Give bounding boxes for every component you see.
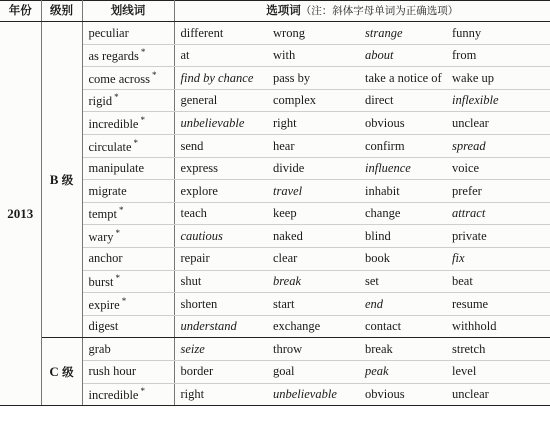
- underlined-word-cell: [82, 180, 174, 203]
- header-row: [0, 1, 550, 22]
- table-row: [0, 112, 550, 135]
- option-cell: shut: [174, 270, 267, 293]
- option-cell: repair: [174, 247, 267, 270]
- option-cell: divide: [267, 157, 359, 180]
- underlined-word: manipulate: [88, 161, 145, 176]
- option-cell: shorten: [174, 293, 267, 316]
- option-cell-correct: spread: [446, 134, 550, 157]
- underlined-word-cell: [82, 360, 174, 383]
- option-cell: voice: [446, 157, 550, 180]
- header-options-label: 选项词: [266, 3, 301, 18]
- option-cell-correct: peak: [359, 360, 446, 383]
- table-row: [0, 67, 550, 90]
- option-cell: exchange: [267, 315, 359, 338]
- option-cell-correct: strange: [359, 22, 446, 45]
- option-cell: explore: [174, 180, 267, 203]
- key-word-star: *: [118, 205, 124, 216]
- underlined-word: tempt: [88, 207, 117, 222]
- underlined-word-cell: [82, 315, 174, 338]
- table-row: [0, 383, 550, 406]
- option-cell-correct: seize: [174, 338, 267, 361]
- option-cell: contact: [359, 315, 446, 338]
- underlined-word: migrate: [88, 183, 127, 198]
- option-cell: private: [446, 225, 550, 248]
- option-cell: send: [174, 134, 267, 157]
- key-word-star: *: [115, 227, 120, 238]
- option-cell: right: [267, 112, 359, 135]
- key-word-star: *: [115, 273, 120, 284]
- level-cell: [41, 338, 82, 406]
- option-cell: wake up: [446, 67, 550, 90]
- option-cell: unclear: [446, 383, 550, 406]
- key-word-star: *: [140, 386, 145, 397]
- underlined-word: incredible: [88, 388, 139, 403]
- option-cell: with: [267, 44, 359, 67]
- option-cell: blind: [359, 225, 446, 248]
- option-cell: from: [446, 44, 550, 67]
- option-cell: express: [174, 157, 267, 180]
- option-cell: book: [359, 247, 446, 270]
- underlined-word: come across: [88, 71, 150, 86]
- option-cell: obvious: [359, 383, 446, 406]
- underlined-word-cell: [82, 89, 174, 112]
- table-row: [0, 157, 550, 180]
- underlined-word-cell: [82, 157, 174, 180]
- option-cell: wrong: [267, 22, 359, 45]
- option-cell: direct: [359, 89, 446, 112]
- option-cell: set: [359, 270, 446, 293]
- option-cell: goal: [267, 360, 359, 383]
- option-cell: unclear: [446, 112, 550, 135]
- underlined-word: rigid: [88, 94, 113, 109]
- option-cell: stretch: [446, 338, 550, 361]
- year-cell: 2013: [0, 22, 41, 406]
- underlined-word: peculiar: [88, 25, 129, 40]
- table-row: [0, 315, 550, 338]
- underlined-word: circulate: [88, 139, 132, 154]
- table-row: [0, 22, 550, 45]
- underlined-word: incredible: [88, 116, 139, 131]
- option-cell: at: [174, 44, 267, 67]
- option-cell: right: [174, 383, 267, 406]
- key-word-star: *: [114, 92, 119, 103]
- key-word-star: *: [151, 69, 157, 80]
- level-letter: C: [49, 363, 59, 379]
- underlined-word-cell: [82, 44, 174, 67]
- option-cell: naked: [267, 225, 359, 248]
- underlined-word: anchor: [88, 251, 123, 266]
- underlined-word-cell: [82, 67, 174, 90]
- table-row: [0, 338, 550, 361]
- option-cell: prefer: [446, 180, 550, 203]
- option-cell: inhabit: [359, 180, 446, 203]
- underlined-word-cell: [82, 225, 174, 248]
- option-cell-correct: find by chance: [174, 67, 267, 90]
- underlined-word: grab: [88, 341, 111, 356]
- option-cell-correct: unbelievable: [174, 112, 267, 135]
- key-word-star: *: [133, 137, 139, 148]
- option-cell-correct: break: [267, 270, 359, 293]
- option-cell: change: [359, 202, 446, 225]
- underlined-word-cell: [82, 270, 174, 293]
- option-cell: funny: [446, 22, 550, 45]
- table-body: [0, 22, 550, 406]
- option-cell: start: [267, 293, 359, 316]
- option-cell: take a notice of: [359, 67, 446, 90]
- table-row: [0, 247, 550, 270]
- header-level: 级别: [41, 1, 82, 22]
- underlined-word: expire: [88, 297, 120, 312]
- underlined-word-cell: [82, 383, 174, 406]
- table-row: [0, 44, 550, 67]
- option-cell-correct: attract: [446, 202, 550, 225]
- option-cell-correct: end: [359, 293, 446, 316]
- key-word-star: *: [140, 47, 146, 58]
- option-cell-correct: cautious: [174, 225, 267, 248]
- option-cell: break: [359, 338, 446, 361]
- table-row: [0, 225, 550, 248]
- underlined-word: wary: [88, 229, 114, 244]
- option-cell: hear: [267, 134, 359, 157]
- level-suffix: 级: [61, 172, 74, 187]
- option-cell-correct: fix: [446, 247, 550, 270]
- option-cell: confirm: [359, 134, 446, 157]
- underlined-word-cell: [82, 338, 174, 361]
- underlined-word-cell: [82, 112, 174, 135]
- underlined-word-cell: [82, 247, 174, 270]
- option-cell: resume: [446, 293, 550, 316]
- option-cell: border: [174, 360, 267, 383]
- level-letter: B: [49, 171, 59, 187]
- underlined-word-cell: [82, 134, 174, 157]
- option-cell-correct: unbelievable: [267, 383, 359, 406]
- option-cell-correct: influence: [359, 157, 446, 180]
- option-cell-correct: about: [359, 44, 446, 67]
- level-suffix: 级: [62, 364, 74, 379]
- table-row: [0, 202, 550, 225]
- option-cell: complex: [267, 89, 359, 112]
- underlined-word: as regards: [88, 49, 139, 64]
- underlined-word-cell: [82, 22, 174, 45]
- underlined-word-cell: [82, 293, 174, 316]
- option-cell-correct: travel: [267, 180, 359, 203]
- option-cell: general: [174, 89, 267, 112]
- header-options: [174, 1, 550, 22]
- underlined-word: digest: [88, 319, 119, 334]
- table-row: [0, 180, 550, 203]
- header-year: 年份: [0, 1, 41, 22]
- option-cell: throw: [267, 338, 359, 361]
- option-cell-correct: understand: [174, 315, 267, 338]
- option-cell: pass by: [267, 67, 359, 90]
- table-row: [0, 293, 550, 316]
- option-cell-correct: inflexible: [446, 89, 550, 112]
- table-row: [0, 360, 550, 383]
- option-cell: teach: [174, 202, 267, 225]
- header-underlined-word: 划线词: [82, 1, 174, 22]
- option-cell: beat: [446, 270, 550, 293]
- table-row: [0, 89, 550, 112]
- level-cell: [41, 22, 82, 338]
- option-cell: withhold: [446, 315, 550, 338]
- option-cell: obvious: [359, 112, 446, 135]
- option-cell: different: [174, 22, 267, 45]
- header-options-note: （注：斜体字母单词为正确选项）: [300, 5, 459, 18]
- underlined-word-cell: [82, 202, 174, 225]
- table-row: [0, 270, 550, 293]
- underlined-word: rush hour: [88, 364, 137, 379]
- key-word-star: *: [140, 114, 145, 125]
- option-cell: keep: [267, 202, 359, 225]
- underlined-word: burst: [88, 275, 114, 290]
- table-row: [0, 134, 550, 157]
- option-cell: level: [446, 360, 550, 383]
- option-cell: clear: [267, 247, 359, 270]
- key-word-star: *: [121, 295, 127, 306]
